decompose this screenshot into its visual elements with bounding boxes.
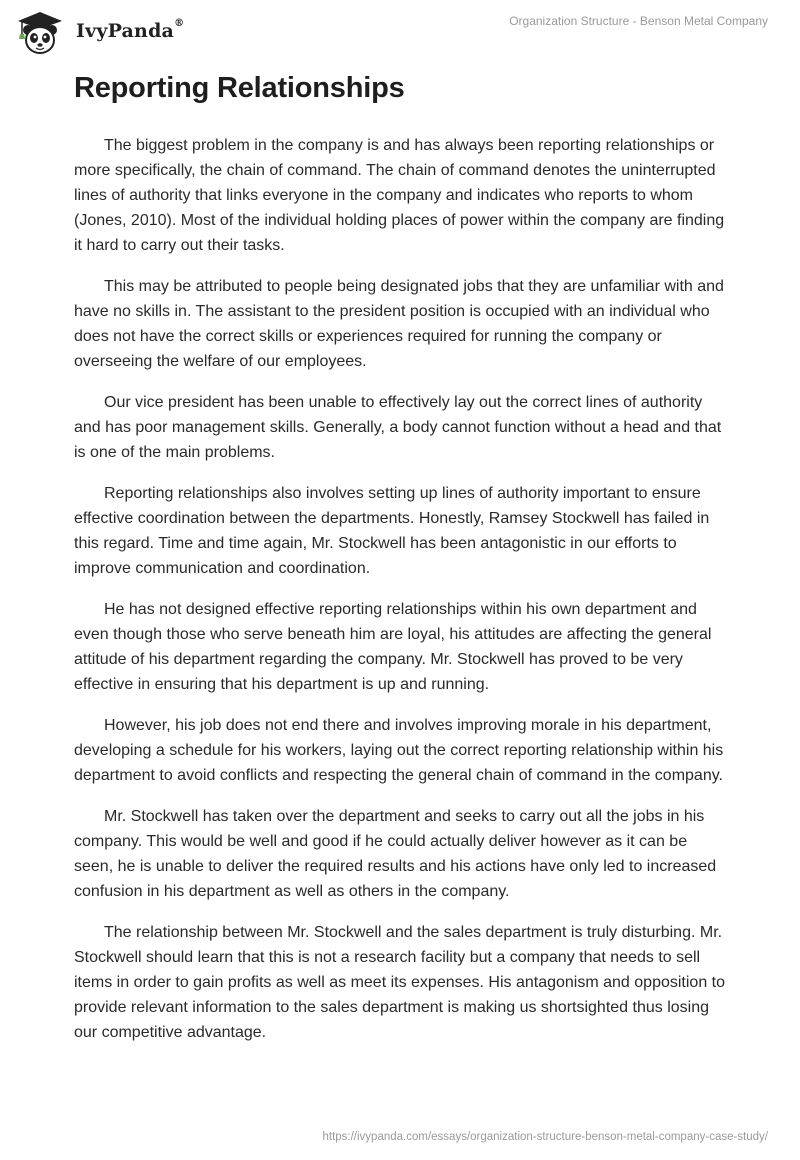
paragraph: Our vice president has been unable to effectively lay out the correct lines of authority and has poor management skills. Generally, a body cannot function without a head and that is one of the main problems.	[74, 394, 722, 461]
paragraph: However, his job does not end there and involves improving morale in his department, developing a schedule for his workers, laying out the correct reporting relationship within his department to avoid conflicts and respecting the general chain of command in the company.	[74, 717, 724, 784]
paragraph: He has not designed effective reporting relationships within his own department and even though those who serve beneath him are loyal, his attitudes are affecting the general attitude of his department regarding the company. Mr. Stockwell has proved to be very effective in ensuring that his department is up and running.	[74, 601, 712, 693]
document-title: Organization Structure - Benson Metal Company	[509, 14, 768, 28]
page-header	[0, 0, 800, 62]
paragraph: The relationship between Mr. Stockwell and the sales department is truly disturbing. Mr. Stockwell should learn that this is not a research facility but a company that needs to sell items in order to gain profits as well as meet its expenses. His antagonism and opposition to provide relevant information to the sales department is making us shortsighted thus losing our competitive advantage.	[74, 924, 725, 1041]
registered-mark: ®	[174, 18, 185, 29]
paragraph: The biggest problem in the company is and has always been reporting relationships or more specifically, the chain of command. The chain of command denotes the uninterrupted lines of authority that links everyone in the company and indicates who reports to whom (Jones, 2010). Most of the individual holding places of power within the company are finding it hard to carry out their tasks.	[74, 137, 725, 254]
paragraph: This may be attributed to people being designated jobs that they are unfamiliar with and have no skills in. The assistant to the president position is occupied with an individual who does not have the correct skills or experiences required for running the company or overseeing the welfare of our employees.	[74, 278, 724, 370]
article-body	[74, 133, 726, 1061]
panda-graduate-icon	[14, 8, 70, 56]
section-heading: Reporting Relationships	[74, 72, 405, 104]
paragraph: Mr. Stockwell has taken over the department and seeks to carry out all the jobs in his company. This would be well and good if he could actually deliver however as it can be seen, he is unable to deliver the required results and his actions have only led to increased confusion in his department as well as others in the company.	[74, 808, 717, 900]
paragraph: Reporting relationships also involves setting up lines of authority important to ensure effective coordination between the departments. Honestly, Ramsey Stockwell has failed in this regard. Time and time again, Mr. Stockwell has been antagonistic in our efforts to improve communication and coordination.	[74, 485, 710, 577]
brand-name: IvyPanda®	[76, 18, 185, 42]
brand-logo[interactable]	[14, 8, 214, 56]
source-url[interactable]: https://ivypanda.com/essays/organization-structure-benson-metal-company-case-study/	[322, 1131, 768, 1143]
